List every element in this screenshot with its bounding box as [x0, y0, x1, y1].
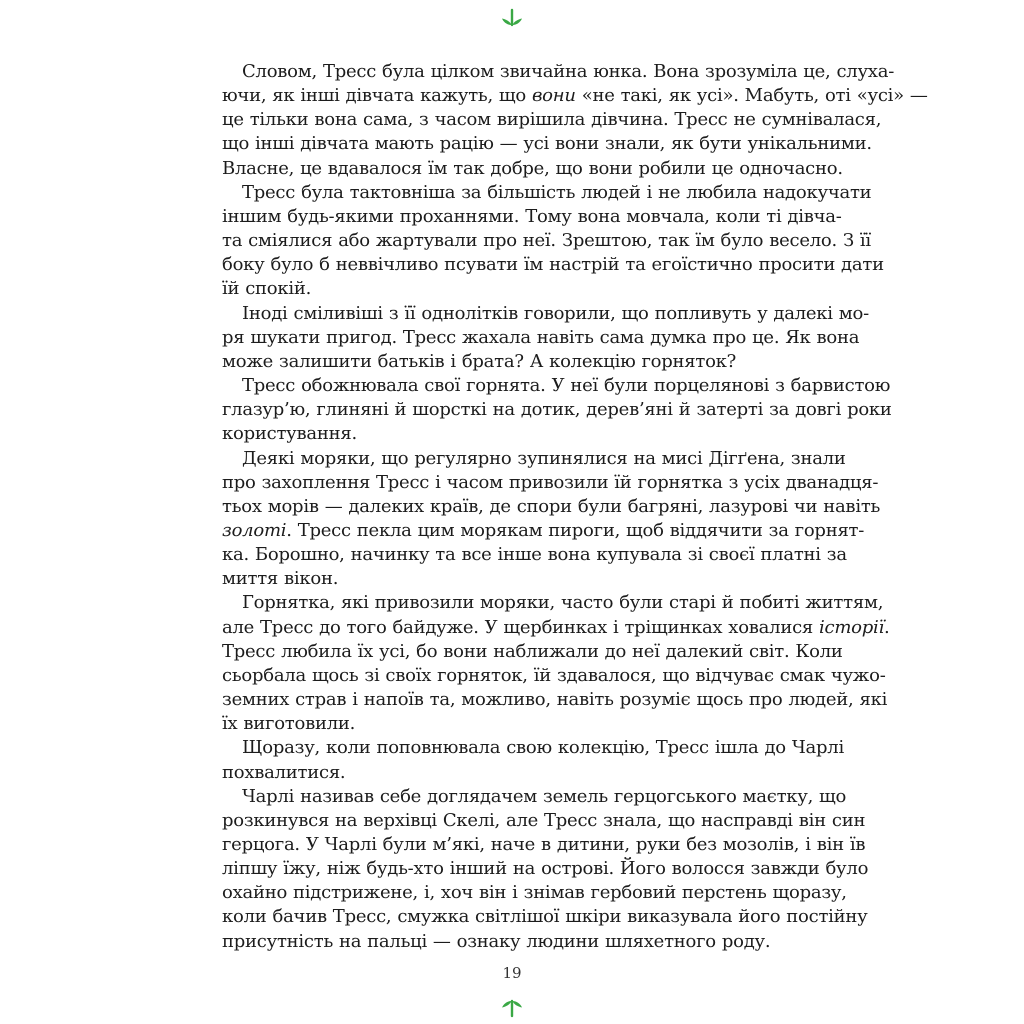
- text-line: ка. Борошно, начинку та все інше вона купувала зі своєї платні за: [222, 544, 847, 566]
- text-line: Щоразу, коли поповнювала свою колекцію, Тресс ішла до Чарлі: [242, 737, 844, 759]
- sprout-up-icon-svg: [496, 992, 528, 1020]
- text-line: похвалитися.: [222, 761, 346, 783]
- paragraph: [222, 591, 890, 736]
- text-line: боку було б неввічливо псувати їм настрій та егоїстично просити дати: [222, 254, 884, 276]
- text-line: що інші дівчата мають рацію — усі вони знали, як бути унікальними.: [222, 133, 872, 155]
- text-line: Тресс була тактовніша за більшість людей і не любила надокучати: [242, 181, 872, 203]
- paragraph: [222, 736, 844, 784]
- text-line: Іноді сміливіші з її однолітків говорили, що попливуть у далекі мо-: [242, 302, 869, 324]
- paragraph: [222, 302, 869, 374]
- text-line: глазур’ю, глиняні й шорсткі на дотик, дерев’яні й затерті за довгі роки: [222, 399, 892, 421]
- text-line: про захоплення Тресс і часом привозили їй горнятка з усіх дванадця-: [222, 471, 879, 493]
- paragraph: [222, 374, 892, 446]
- text-line: Деякі моряки, що регулярно зупинялися на мисі Дігґена, знали: [242, 447, 846, 469]
- text-line: присутність на пальці — ознаку людини шляхетного роду.: [222, 930, 771, 952]
- text-line: Горнятка, які привозили моряки, часто були старі й побиті життям,: [242, 592, 884, 614]
- text-line: ючи, як інші дівчата кажуть, що вони «не такі, як усі». Мабуть, оті «усі» —: [222, 85, 928, 107]
- text-line: та сміялися або жартували про неї. Зрештою, так їм було весело. З її: [222, 230, 871, 252]
- text-line: Тресс обожнювала свої горнята. У неї були порцелянові з барвистою: [242, 375, 891, 397]
- paragraph: [222, 447, 881, 592]
- paragraph: [222, 785, 869, 954]
- text-line: Словом, Тресс була цілком звичайна юнка. Вона зрозуміла це, слуха-: [242, 61, 895, 82]
- text-line: користування.: [222, 423, 357, 445]
- text-line: їй спокій.: [222, 278, 312, 300]
- sprout-down-icon-svg: [496, 6, 528, 34]
- sprout-up-icon: [496, 992, 528, 1020]
- page-number: 19: [502, 964, 522, 982]
- text-line: іншим будь-якими проханнями. Тому вона мовчала, коли ті дівча-: [222, 205, 842, 227]
- text-line: сьорбала щось зі своїх горняток, їй здавалося, що відчуває смак чужо-: [222, 664, 886, 686]
- text-line: Чарлі називав себе доглядачем земель герцогського маєтку, що: [242, 785, 847, 807]
- text-line: але Тресс до того байдуже. У щербинках і тріщинках ховалися історії.: [222, 616, 890, 638]
- text-line: коли бачив Тресс, смужка світлішої шкіри виказувала його постійну: [222, 906, 868, 928]
- body-text: [222, 60, 928, 954]
- text-line: тьох морів — далеких країв, де спори були багряні, лазурові чи навіть: [222, 495, 881, 517]
- text-line: Тресс любила їх усі, бо вони наближали до неї далекий світ. Коли: [222, 640, 843, 662]
- text-line: золоті. Тресс пекла цим морякам пироги, щоб віддячити за горнят-: [222, 519, 865, 541]
- text-line: Власне, це вдавалося їм так добре, що вони робили це одночасно.: [222, 157, 843, 179]
- paragraph: [222, 181, 884, 302]
- text-line: охайно підстрижене, і, хоч він і знімав гербовий перстень щоразу,: [222, 882, 847, 904]
- paragraph: [222, 60, 928, 181]
- text-line: ліпшу їжу, ніж будь-хто інший на острові. Його волосся завжди було: [222, 858, 869, 880]
- text-line: миття вікон.: [222, 568, 339, 590]
- text-line: герцога. У Чарлі були м’які, наче в дитини, руки без мозолів, і він їв: [222, 834, 866, 855]
- text-line: їх виготовили.: [222, 713, 356, 735]
- text-line: може залишити батьків і брата? А колекцію горняток?: [222, 350, 737, 372]
- text-line: розкинувся на верхівці Скелі, але Тресс знала, що насправді він син: [222, 809, 866, 831]
- sprout-down-icon: [496, 6, 528, 34]
- text-line: земних страв і напоїв та, можливо, навіть розуміє щось про людей, які: [222, 689, 888, 711]
- text-line: це тільки вона сама, з часом вирішила дівчина. Тресс не сумнівалася,: [222, 109, 882, 131]
- text-line: ря шукати пригод. Тресс жахала навіть сама думка про це. Як вона: [222, 326, 860, 348]
